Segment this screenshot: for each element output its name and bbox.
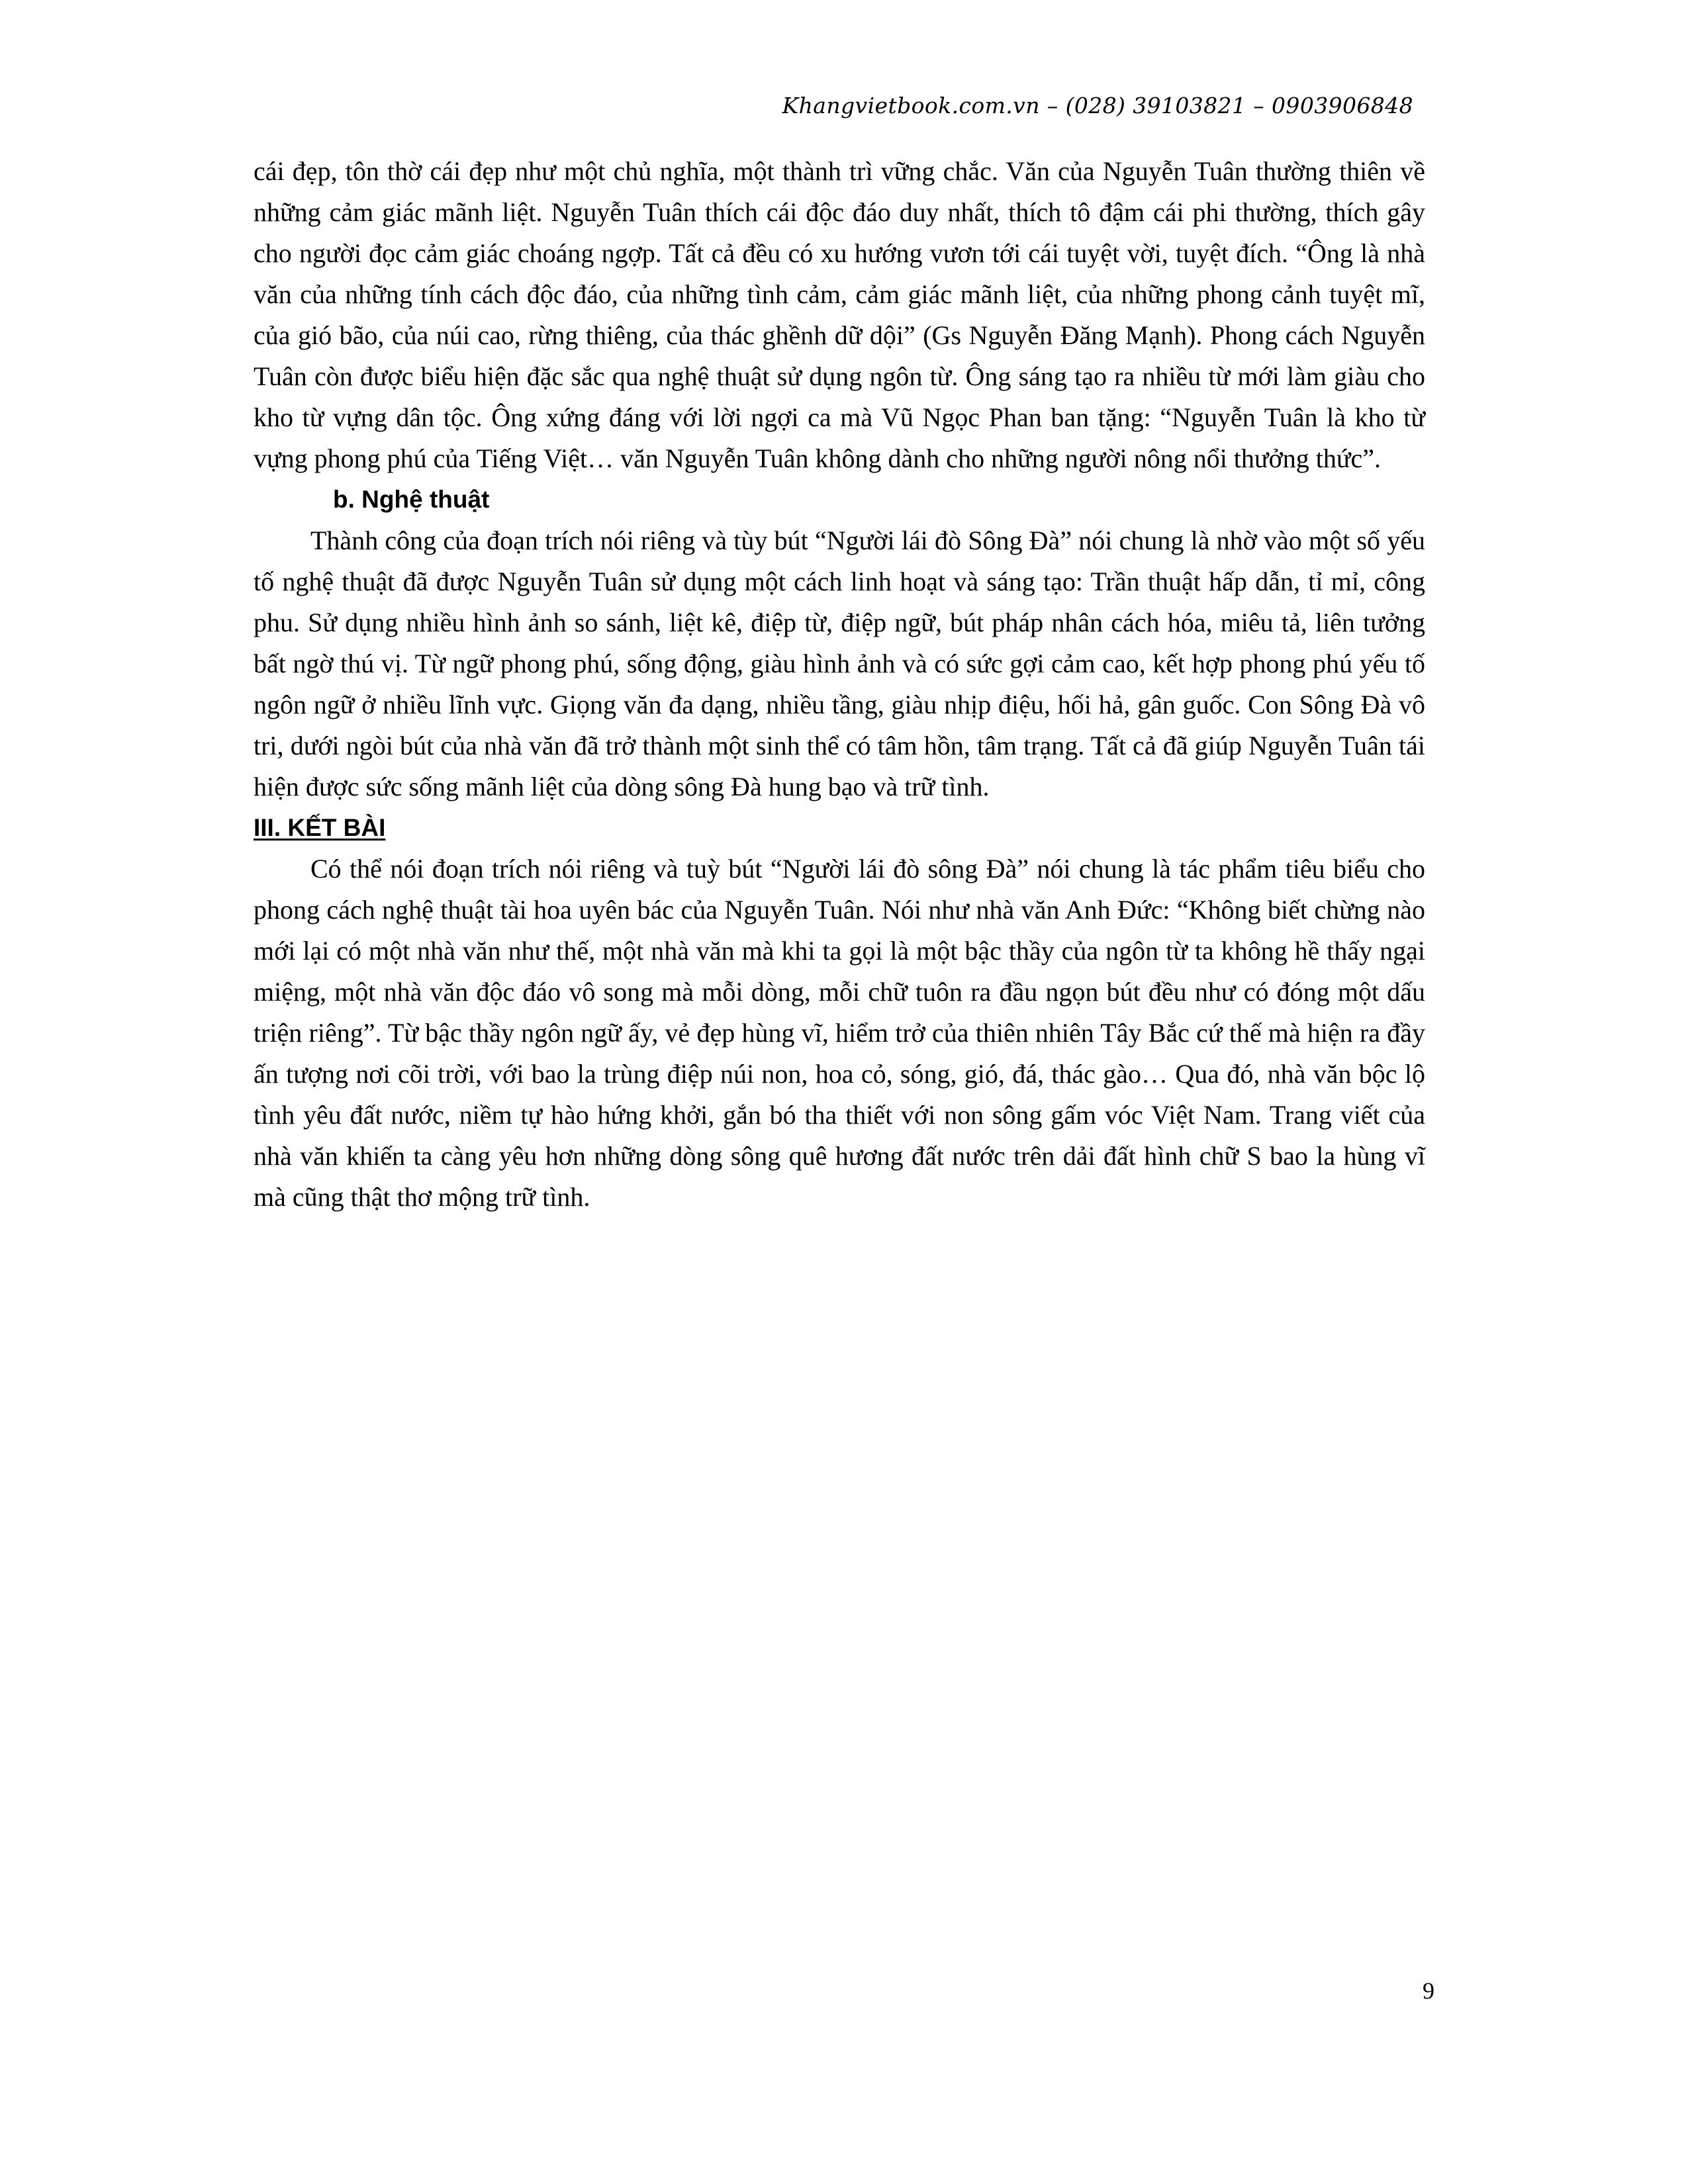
page-header: Khangvietbook.com.vn – (028) 39103821 – 0903906848: [782, 93, 1413, 118]
paragraph-intro: cái đẹp, tôn thờ cái đẹp như một chủ nghĩa, một thành trì vững chắc. Văn của Nguyễn Tuân thường thiên về những cảm giác mãnh liệt. Nguyễn Tuân thích cái độc đáo duy nhất, thích tô đậm cái phi thường, thích gây cho người đọc cảm giác choáng ngợp. Tất cả đều có xu hướng vươn tới cái tuyệt vời, tuyệt đích. “Ông là nhà văn của những tính cách độc đáo, của những tình cảm, cảm giác mãnh liệt, của những phong cảnh tuyệt mĩ, của gió bão, của núi cao, rừng thiêng, của thác ghềnh dữ dội” (Gs Nguyễn Đăng Mạnh). Phong cách Nguyễn Tuân còn được biểu hiện đặc sắc qua nghệ thuật sử dụng ngôn từ. Ông sáng tạo ra nhiều từ mới làm giàu cho kho từ vựng dân tộc. Ông xứng đáng với lời ngợi ca mà Vũ Ngọc Phan ban tặng: “Nguyễn Tuân là kho từ vựng phong phú của Tiếng Việt… văn Nguyễn Tuân không dành cho những người nông nổi thưởng thức”.: [254, 156, 1425, 473]
document-body: [254, 151, 1425, 1218]
page-number: 9: [1423, 1978, 1434, 2004]
paragraph-ket-bai: Có thể nói đoạn trích nói riêng và tuỳ bút “Người lái đò sông Đà” nói chung là tác phẩm tiêu biểu cho phong cách nghệ thuật tài hoa uyên bác của Nguyễn Tuân. Nói như nhà văn Anh Đức: “Không biết chừng nào mới lại có một nhà văn như thế, một nhà văn mà khi ta gọi là một bậc thầy của ngôn từ ta không hề thấy ngại miệng, một nhà văn độc đáo vô song mà mỗi dòng, mỗi chữ tuôn ra đầu ngọn bút đều như có đóng một dấu triện riêng”. Từ bậc thầy ngôn ngữ ấy, vẻ đẹp hùng vĩ, hiểm trở của thiên nhiên Tây Bắc cứ thế mà hiện ra đầy ấn tượng nơi cõi trời, với bao la trùng điệp núi non, hoa cỏ, sóng, gió, đá, thác gào… Qua đó, nhà văn bộc lộ tình yêu đất nước, niềm tự hào hứng khởi, gắn bó tha thiết với non sông gấm vóc Việt Nam. Trang viết của nhà văn khiến ta càng yêu hơn những dòng sông quê hương đất nước trên dải đất hình chữ S bao la hùng vĩ mà cũng thật thơ mộng trữ tình.: [254, 854, 1425, 1212]
section-heading-ket-bai: III. KẾT BÀI: [254, 814, 386, 841]
paragraph-nghe-thuat: Thành công của đoạn trích nói riêng và tùy bút “Người lái đò Sông Đà” nói chung là nhờ vào một số yếu tố nghệ thuật đã được Nguyễn Tuân sử dụng một cách linh hoạt và sáng tạo: Trần thuật hấp dẫn, tỉ mỉ, công phu. Sử dụng nhiều hình ảnh so sánh, liệt kê, điệp từ, điệp ngữ, bút pháp nhân cách hóa, miêu tả, liên tưởng bất ngờ thú vị. Từ ngữ phong phú, sống động, giàu hình ảnh và có sức gợi cảm cao, kết hợp phong phú yếu tố ngôn ngữ ở nhiều lĩnh vực. Giọng văn đa dạng, nhiều tầng, giàu nhịp điệu, hối hả, gân guốc. Con Sông Đà vô tri, dưới ngòi bút của nhà văn đã trở thành một sinh thể có tâm hồn, tâm trạng. Tất cả đã giúp Nguyễn Tuân tái hiện được sức sống mãnh liệt của dòng sông Đà hung bạo và trữ tình.: [254, 525, 1425, 801]
subheading-nghe-thuat: b. Nghệ thuật: [333, 486, 490, 513]
